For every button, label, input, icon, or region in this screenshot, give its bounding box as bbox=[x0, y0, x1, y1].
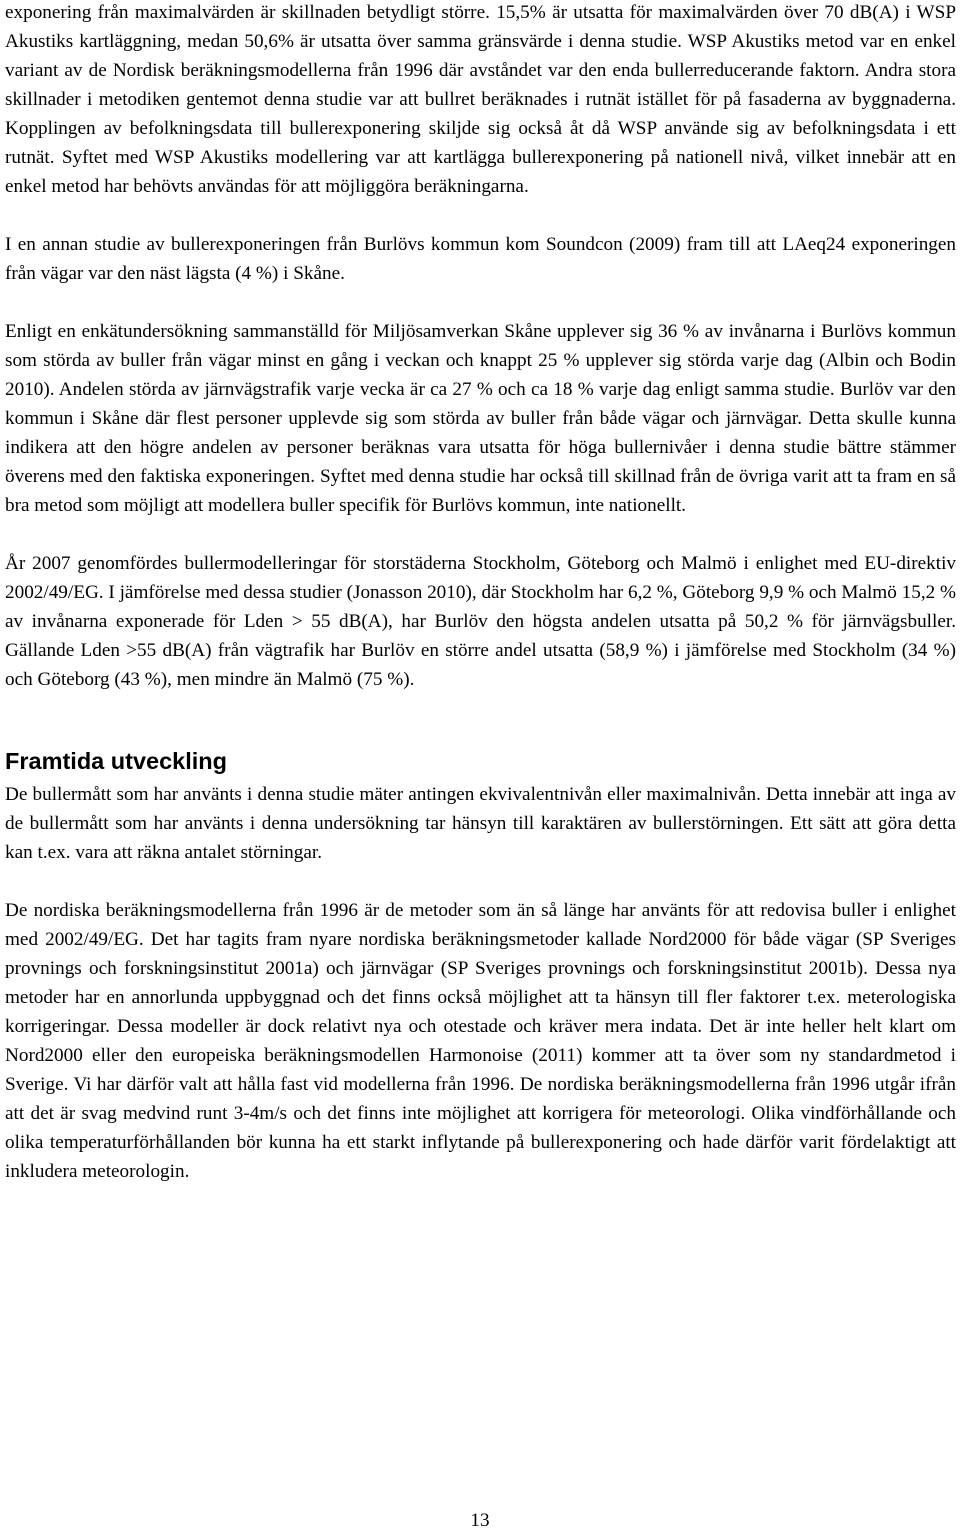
section-paragraph-2: De nordiska beräkningsmodellerna från 1996 är de metoder som än så länge har använts för att redovisa buller i enlighet med 2002/49/EG. Det har tagits fram nyare nordiska beräkningsmetoder kallade Nord2000 för både vägar (SP Sveriges provnings och forskningsinstitut 2001a) och järnvägar (SP Sveriges provnings och forskningsinstitut 2001b). Dessa nya metoder har en annorlunda uppbyggnad och det finns också möjlighet att ta hänsyn till fler faktorer t.ex. meterologiska korrigeringar. Dessa modeller är dock relativt nya och otestade och kräver mera indata. Det är inte heller helt klart om Nord2000 eller den europeiska beräkningsmodellen Harmonoise (2011) kommer att ta över som ny standardmetod i Sverige. Vi har därför valt att hålla fast vid modellerna från 1996. De nordiska beräkningsmodellerna från 1996 utgår ifrån att det är svag medvind runt 3-4m/s och det finns inte möjlighet att korrigera för meteorologi. Olika vindförhållande och olika temperaturförhållanden bör kunna ha ett starkt inflytande på bullerexponering och hade därför varit fördelaktigt att inkludera meteorologin. bbox=[5, 900, 956, 1182]
body-paragraph-3: Enligt en enkätundersökning sammanställd för Miljösamverkan Skåne upplever sig 36 % av invånarna i Burlövs kommun som störda av buller från vägar minst en gång i veckan och knappt 25 % upplever sig störda varje dag (Albin och Bodin 2010). Andelen störda av järnvägstrafik varje vecka är ca 27 % och ca 18 % varje dag enligt samma studie. Burlöv var den kommun i Skåne där flest personer upplevde sig som störda av buller från både vägar och järnvägar. Detta skulle kunna indikera att den högre andelen av personer beräknas vara utsatta för höga bullernivåer i denna studie bättre stämmer överens med den faktiska exponeringen. Syftet med denna studie har också till skillnad från de övriga varit att ta fram en så bra metod som möjligt att modellera buller specifik för Burlövs kommun, inte nationellt. bbox=[5, 321, 956, 516]
body-paragraph-2: I en annan studie av bullerexponeringen från Burlövs kommun kom Soundcon (2009) fram till att LAeq24 exponeringen från vägar var den näst lägsta (4 %) i Skåne. bbox=[5, 234, 956, 284]
section-heading: Framtida utveckling bbox=[5, 748, 227, 774]
section-paragraph-1: De bullermått som har använts i denna studie mäter antingen ekvivalentnivån eller maximalnivån. Detta innebär att inga av de bullermått som har använts i denna undersökning tar hänsyn till karaktären av bullerstörningen. Ett sätt att göra detta kan t.ex. vara att räkna antalet störningar. bbox=[5, 784, 956, 863]
body-paragraph-1: exponering från maximalvärden är skillnaden betydligt större. 15,5% är utsatta för maximalvärden över 70 dB(A) i WSP Akustiks kartläggning, medan 50,6% är utsatta över samma gränsvärde i denna studie. WSP Akustiks metod var en enkel variant av de Nordisk beräkningsmodellerna från 1996 där avståndet var den enda bullerreducerande faktorn. Andra stora skillnader i metodiken gentemot denna studie var att bullret beräknades i rutnät istället för på fasaderna av byggnaderna. Kopplingen av befolkningsdata till bullerexponering skiljde sig också åt då WSP använde sig av befolkningsdata i ett rutnät. Syftet med WSP Akustiks modellering var att kartlägga bullerexponering på nationell nivå, vilket innebär att en enkel metod har behövts användas för att möjliggöra beräkningarna. bbox=[5, 2, 956, 197]
document-page bbox=[5, 0, 956, 1186]
page-number: 13 bbox=[470, 1510, 490, 1531]
body-paragraph-4: År 2007 genomfördes bullermodelleringar för storstäderna Stockholm, Göteborg och Malmö i enlighet med EU-direktiv 2002/49/EG. I jämförelse med dessa studier (Jonasson 2010), där Stockholm har 6,2 %, Göteborg 9,9 % och Malmö 15,2 % av invånarna exponerade för Lden > 55 dB(A), har Burlöv den högsta andelen utsatta på 50,2 % för järnvägsbuller. Gällande Lden >55 dB(A) från vägtrafik har Burlöv en större andel utsatta (58,9 %) i jämförelse med Stockholm (34 %) och Göteborg (43 %), men mindre än Malmö (75 %). bbox=[5, 553, 956, 690]
